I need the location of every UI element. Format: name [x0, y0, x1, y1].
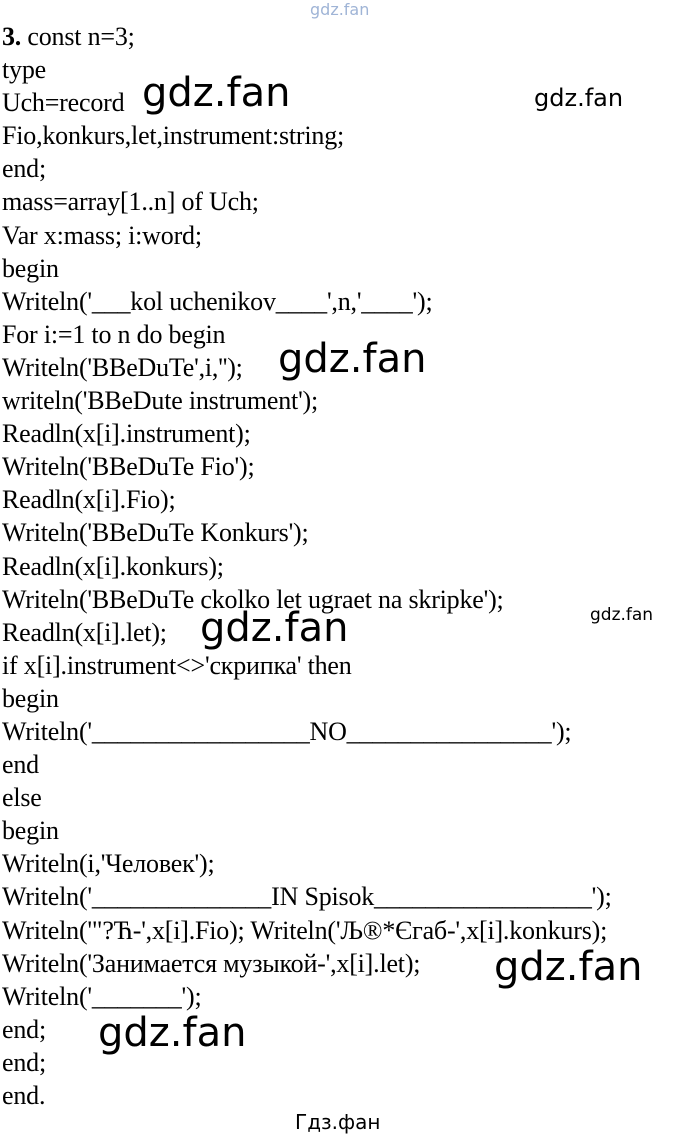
code-line-20: if x[i].instrument<>'скрипка' then [2, 650, 352, 680]
code-line-6: mass=array[1..n] of Uch; [2, 187, 259, 217]
code-line-10: For i:=1 to n do begin [2, 319, 226, 349]
code-line-29: Writeln('Занимается музыкой-',x[i].let); [2, 948, 421, 978]
code-line-17: Readln(x[i].konkurs); [2, 551, 224, 581]
code-line-7: Var x:mass; i:word; [2, 220, 202, 250]
code-line-26: Writeln(i,'Человек'); [2, 849, 215, 879]
code-line-4: Fio,konkurs,let,instrument:string; [2, 121, 345, 151]
code-line-19: Readln(x[i].let); [2, 617, 167, 647]
code-line-18: Writeln('BBeDuTe ckolko let ugraet na skripke'); [2, 584, 504, 614]
code-line-28: Writeln('"?Ћ-',x[i].Fio); Writeln('Љ®*Єгаб-',x[i].konkurs); [2, 915, 608, 945]
code-line-31: end; [2, 1014, 46, 1044]
code-line-2: type [2, 55, 46, 85]
code-line-33: end. [2, 1081, 46, 1110]
code-line-8: begin [2, 253, 59, 283]
code-line-9: Writeln('___kol uchenikov____',n,'____'); [2, 286, 433, 316]
code-line-5: end; [2, 154, 46, 184]
code-line-13: Readln(x[i].instrument); [2, 419, 251, 449]
code-line-24: else [2, 783, 42, 813]
code-line-22: Writeln('_________________NO________________'); [2, 716, 572, 746]
code-line-1 [2, 20, 688, 53]
watermark-4: gdz.fan [590, 605, 654, 625]
watermark-top: gdz.fan [310, 0, 370, 19]
watermark-1: gdz.fan [142, 70, 291, 116]
code-line-27: Writeln('______________IN Spisok_________________'); [2, 882, 612, 912]
code-line-16: Writeln('BBeDuTe Konkurs'); [2, 518, 309, 548]
problem-number: 3. [2, 22, 22, 51]
code-line-30: Writeln('_______'); [2, 981, 202, 1011]
watermark-bottom: Гдз.фан [295, 1110, 381, 1134]
watermark-6: gdz.fan [494, 944, 643, 990]
code-line-11: Writeln('BBeDuTe',i,''); [2, 352, 243, 382]
code-line-12: writeln('BBeDute instrument'); [2, 386, 319, 416]
code-line-text: const n=3; [27, 22, 135, 51]
watermark-5: gdz.fan [200, 605, 349, 651]
watermark-2: gdz.fan [534, 84, 624, 112]
watermark-3: gdz.fan [278, 336, 427, 382]
code-line-21: begin [2, 683, 59, 713]
code-line-14: Writeln('BBeDuTe Fio'); [2, 452, 255, 482]
code-line-32: end; [2, 1047, 46, 1077]
code-line-23: end [2, 750, 39, 780]
watermark-7: gdz.fan [98, 1010, 247, 1056]
code-line-3: Uch=record [2, 88, 125, 118]
code-line-25: begin [2, 816, 59, 846]
code-line-15: Readln(x[i].Fio); [2, 485, 176, 515]
